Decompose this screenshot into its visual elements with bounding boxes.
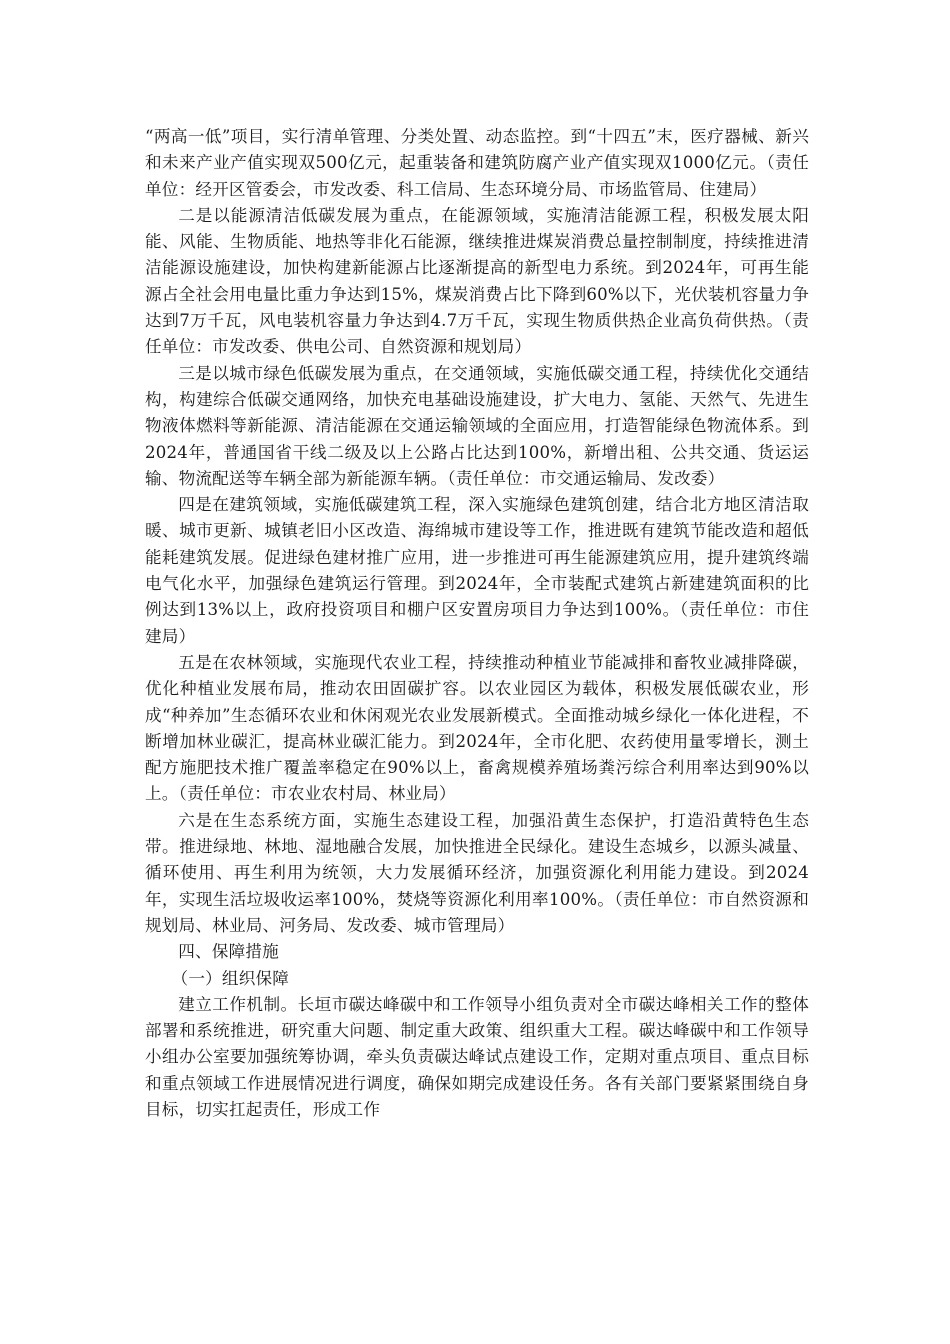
paragraph-ecosystem: 六是在生态系统方面，实施生态建设工程，加强沿黄生态保护，打造沿黄特色生态带。推进绿地、林地、湿地融合发展，加快推进全民绿化。建设生态城乡，以源头减量、循环使用、再生利用为统领，大力发展循环经济，加强资源化利用能力建设。到2024年，实现生活垃圾收运率100%，焚烧等资源化利用率100%。（责任单位：市自然资源和规划局、林业局、河务局、发改委、城市管理局） [145, 810, 809, 935]
paragraph-continuation: “两高一低”项目，实行清单管理、分类处置、动态监控。到“十四五”末，医疗器械、新兴和未来产业产值实现双500亿元，起重装备和建筑防腐产业产值实现双1000亿元。（责任单位：经开区管委会，市发改委、科工信局、生态环境分局、市场监管局、住建局） [145, 127, 809, 199]
subsection-heading: （一）组织保障 [171, 968, 290, 988]
paragraph-agriculture: 五是在农林领域，实施现代农业工程，持续推动种植业节能减排和畜牧业减排降碳，优化种植业发展布局，推动农田固碳扩容。以农业园区为载体，积极发展低碳农业，形成“种养加”生态循环农业和休闲观光农业发展新模式。全面推动城乡绿化一体化进程，不断增加林业碳汇，提高林业碳汇能力。到2024年，全市化肥、农药使用量零增长，测土配方施肥技术推广覆盖率稳定在90%以上，畜禽规模养殖场粪污综合利用率达到90%以上。（责任单位：市农业农村局、林业局） [145, 652, 809, 804]
document-page [145, 124, 809, 1123]
paragraph-energy: 二是以能源清洁低碳发展为重点，在能源领域，实施清洁能源工程，积极发展太阳能、风能、生物质能、地热等非化石能源，继续推进煤炭消费总量控制制度，持续推进清洁能源设施建设，加快构建新能源占比逐渐提高的新型电力系统。到2024年，可再生能源占全社会用电量比重力争达到15%，煤炭消费占比下降到60%以下，光伏装机容量力争达到7万千瓦，风电装机容量力争达到4.7万千瓦，实现生物质供热企业高负荷供热。（责任单位：市发改委、供电公司、自然资源和规划局） [145, 205, 809, 357]
paragraph-building: 四是在建筑领域，实施低碳建筑工程，深入实施绿色建筑创建，结合北方地区清洁取暖、城市更新、城镇老旧小区改造、海绵城市建设等工作，推进既有建筑节能改造和超低能耗建筑发展。促进绿色建材推广应用，进一步推进可再生能源建筑应用，提升建筑终端电气化水平，加强绿色建筑运行管理。到2024年，全市装配式建筑占新建建筑面积的比例达到13%以上，政府投资项目和棚户区安置房项目力争达到100%。（责任单位：市住建局） [145, 495, 809, 646]
paragraph-organization: 建立工作机制。长垣市碳达峰碳中和工作领导小组负责对全市碳达峰相关工作的整体部署和系统推进，研究重大问题、制定重大政策、组织重大工程。碳达峰碳中和工作领导小组办公室要加强统筹协调，牵头负责碳达峰试点建设工作，定期对重点项目、重点目标和重点领域工作进展情况进行调度，确保如期完成建设任务。各有关部门要紧紧围绕自身目标，切实扛起责任，形成工作 [145, 994, 809, 1119]
paragraph-transport: 三是以城市绿色低碳发展为重点，在交通领域，实施低碳交通工程，持续优化交通结构，构建综合低碳交通网络，加快充电基础设施建设，扩大电力、氢能、天然气、先进生物液体燃料等新能源、清洁能源在交通运输领域的全面应用，打造智能绿色物流体系。到2024年，普通国省干线二级及以上公路占比达到100%，新增出租、公共交通、货运运输、物流配送等车辆全部为新能源车辆。（责任单位：市交通运输局、发改委） [145, 363, 809, 488]
section-heading: 四、保障措施 [178, 942, 279, 962]
